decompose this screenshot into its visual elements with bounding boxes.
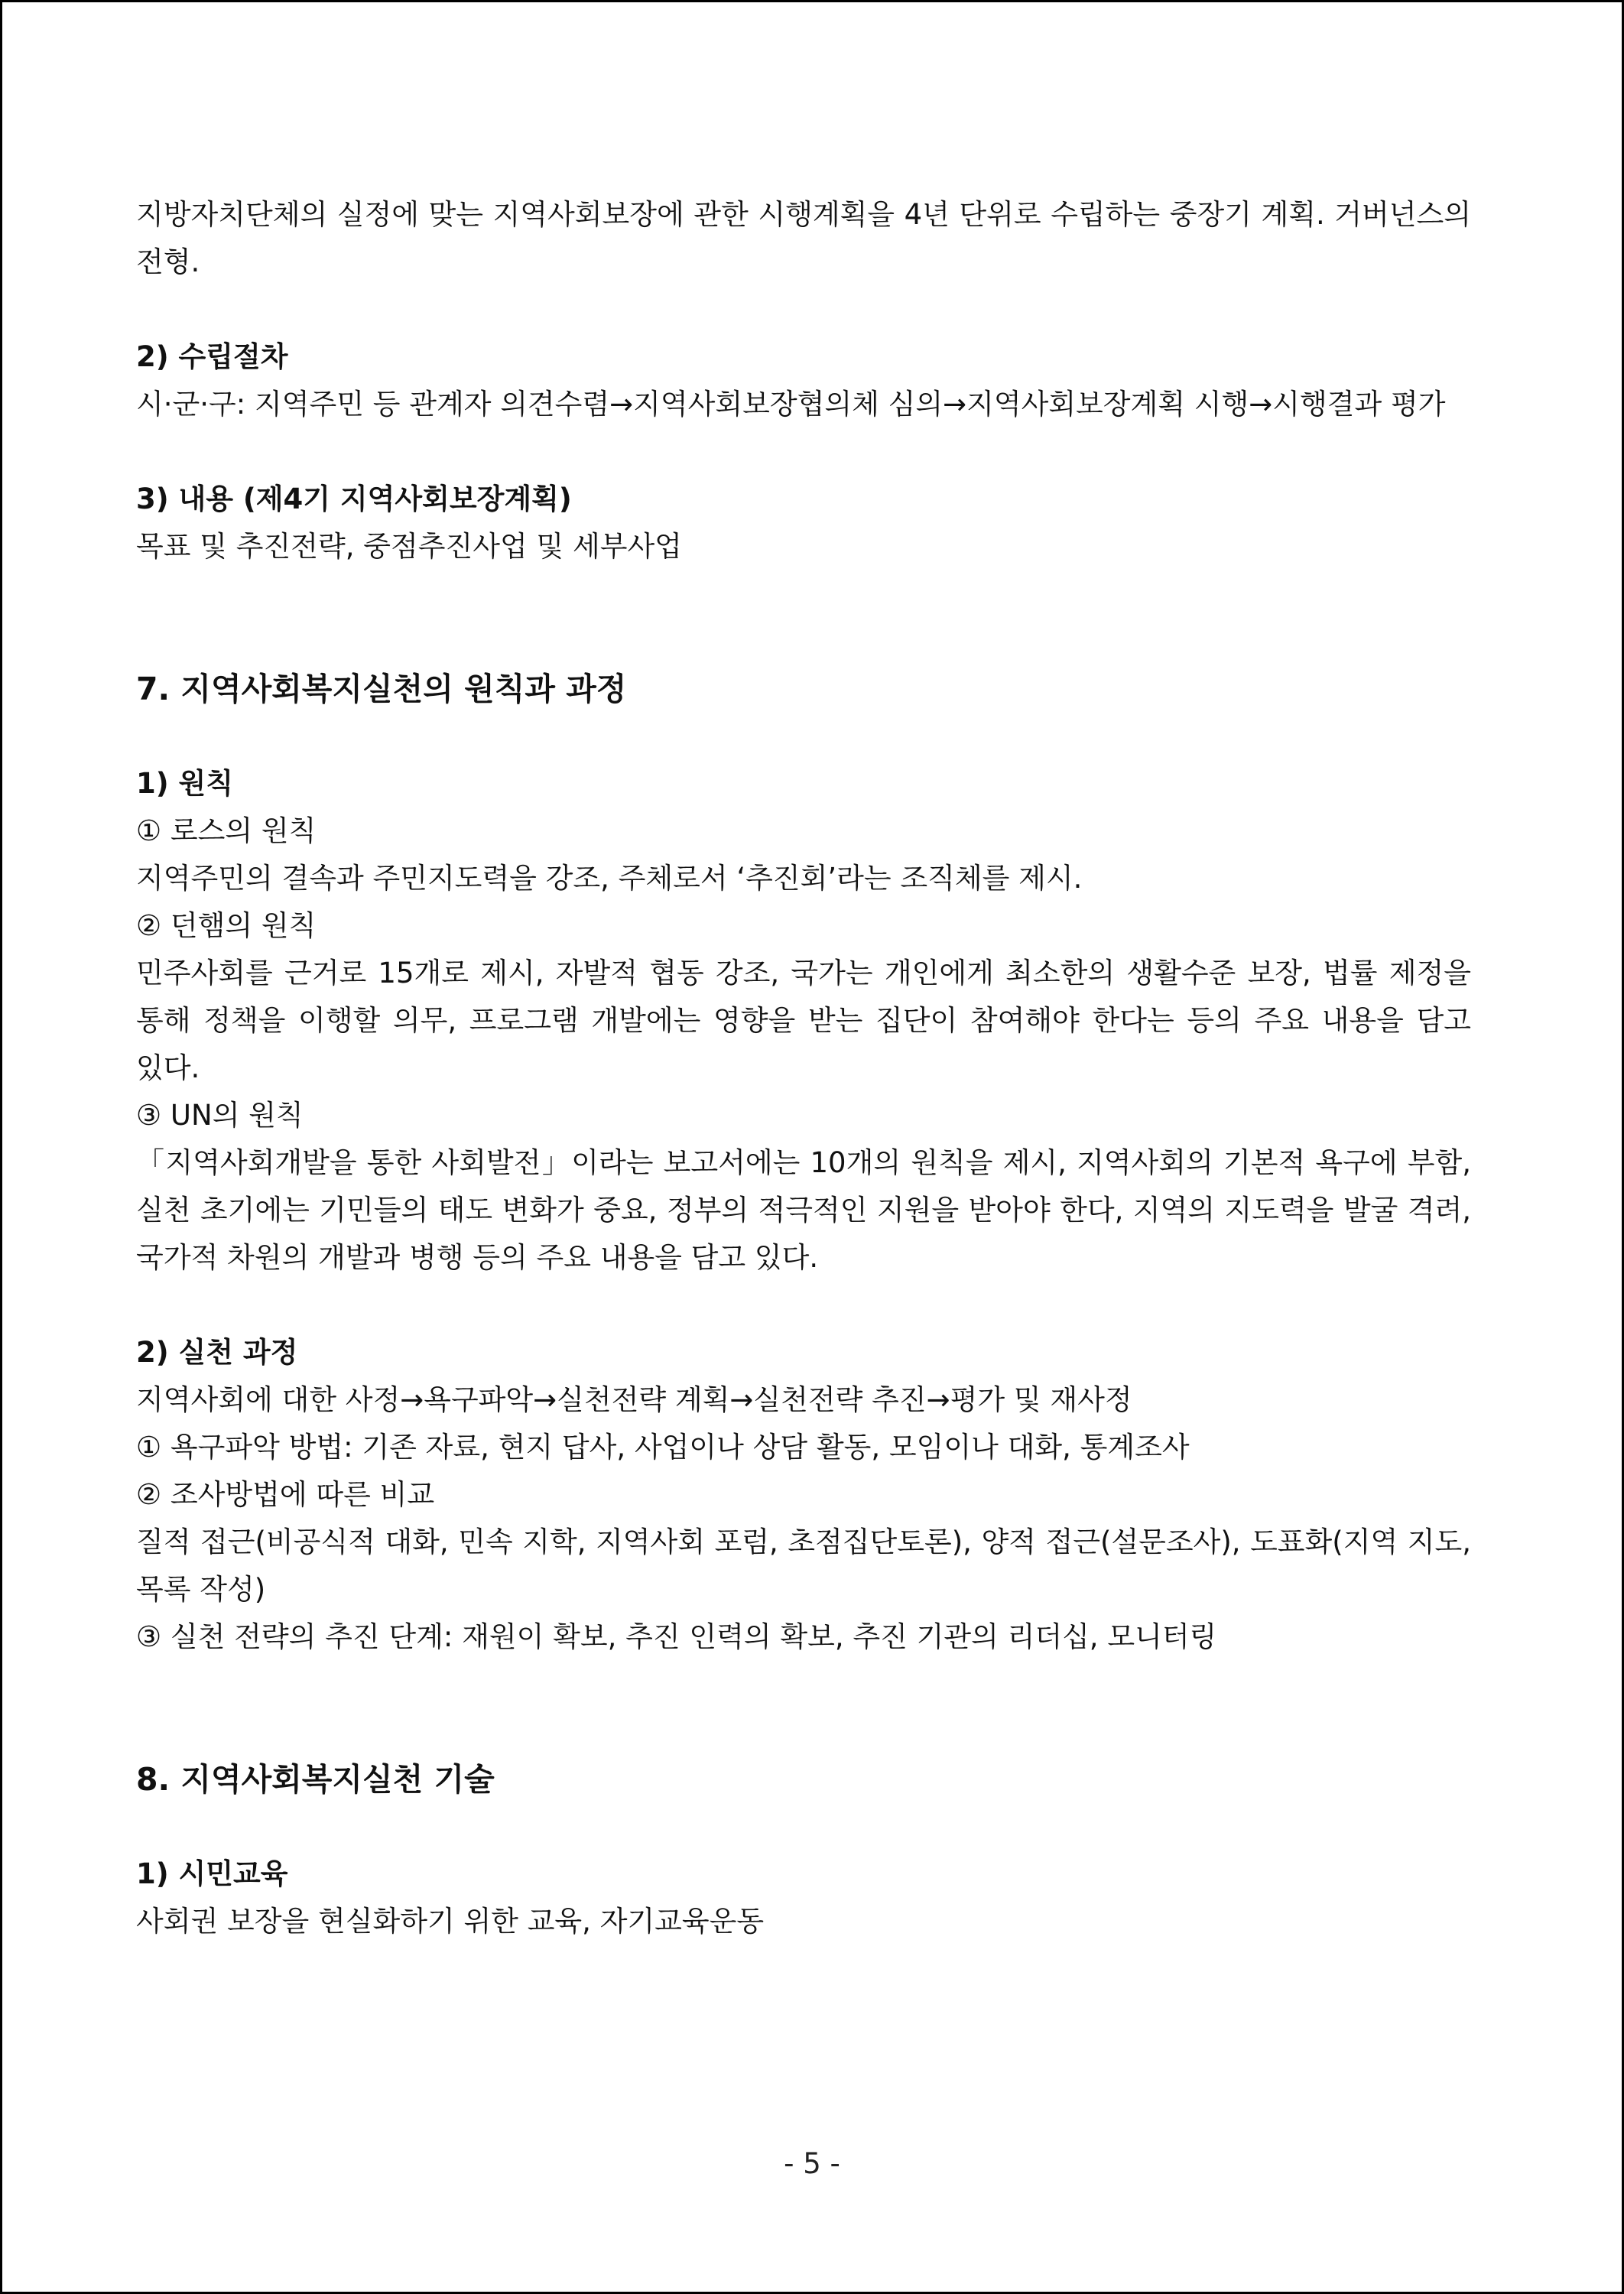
practice-process-heading: 2) 실천 과정 [136,1336,298,1369]
civic-education-text: 사회권 보장을 현실화하기 위한 교육, 자기교육운동 [136,1905,765,1938]
content-text: 목표 및 추진전략, 중점추진사업 및 세부사업 [136,530,682,563]
procedure-heading: 2) 수립절차 [136,340,288,373]
section-8-title: 8. 지역사회복지실천 기술 [136,1761,495,1798]
document-body [136,191,1471,1945]
section-7-title: 7. 지역사회복지실천의 원칙과 과정 [136,671,627,707]
principles-heading: 1) 원칙 [136,767,234,800]
un-principle-text: 「지역사회개발을 통한 사회발전」이라는 보고서에는 10개의 원칙을 제시, 지역사회의 기본적 욕구에 부함, 실천 초기에는 기민들의 태도 변화가 중요, 정부의 적극적인 지원을 받아야 한다, 지역의 지도력을 발굴 격려, 국가적 차원의 개발과 병행 등의 주요 내용을 담고 있다. [136,1146,1471,1274]
survey-comparison-text: 질적 접근(비공식적 대화, 민속 지학, 지역사회 포럼, 초점집단토론), 양적 접근(설문조사), 도표화(지역 지도, 목록 작성) [136,1526,1471,1606]
ross-principle-title: ① 로스의 원칙 [136,814,317,847]
practice-process-text: 지역사회에 대한 사정→욕구파악→실천전략 계획→실천전략 추진→평가 및 재사정 [136,1383,1132,1416]
plan-definition-text: 지방자치단체의 실정에 맞는 지역사회보장에 관한 시행계획을 4년 단위로 수립하는 중장기 계획. 거버넌스의 전형. [136,198,1471,278]
procedure-text: 시·군·구: 지역주민 등 관계자 의견수렴→지역사회보장협의체 심의→지역사회보장계획 시행→시행결과 평가 [136,388,1446,421]
dunham-principle-text: 민주사회를 근거로 15개로 제시, 자발적 협동 강조, 국가는 개인에게 최소한의 생활수준 보장, 법률 제정을 통해 정책을 이행할 의무, 프로그램 개발에는 영향을 받는 집단이 참여해야 한다는 등의 주요 내용을 담고 있다. [136,957,1471,1084]
survey-comparison-title: ② 조사방법에 따른 비교 [136,1478,435,1511]
content-heading: 3) 내용 (제4기 지역사회보장계획) [136,483,572,515]
ross-principle-text: 지역주민의 결속과 주민지도력을 강조, 주체로서 ‘추진회’라는 조직체를 제시. [136,862,1083,895]
needs-assessment-text: ① 욕구파악 방법: 기존 자료, 현지 답사, 사업이나 상담 활동, 모임이나 대화, 통계조사 [136,1431,1190,1464]
strategy-stages-text: ③ 실천 전략의 추진 단계: 재원이 확보, 추진 인력의 확보, 추진 기관의 리더십, 모니터링 [136,1620,1217,1653]
un-principle-title: ③ UN의 원칙 [136,1099,304,1132]
page-number: - 5 - [784,2147,840,2180]
civic-education-heading: 1) 시민교육 [136,1857,288,1890]
dunham-principle-title: ② 던햄의 원칙 [136,909,317,942]
